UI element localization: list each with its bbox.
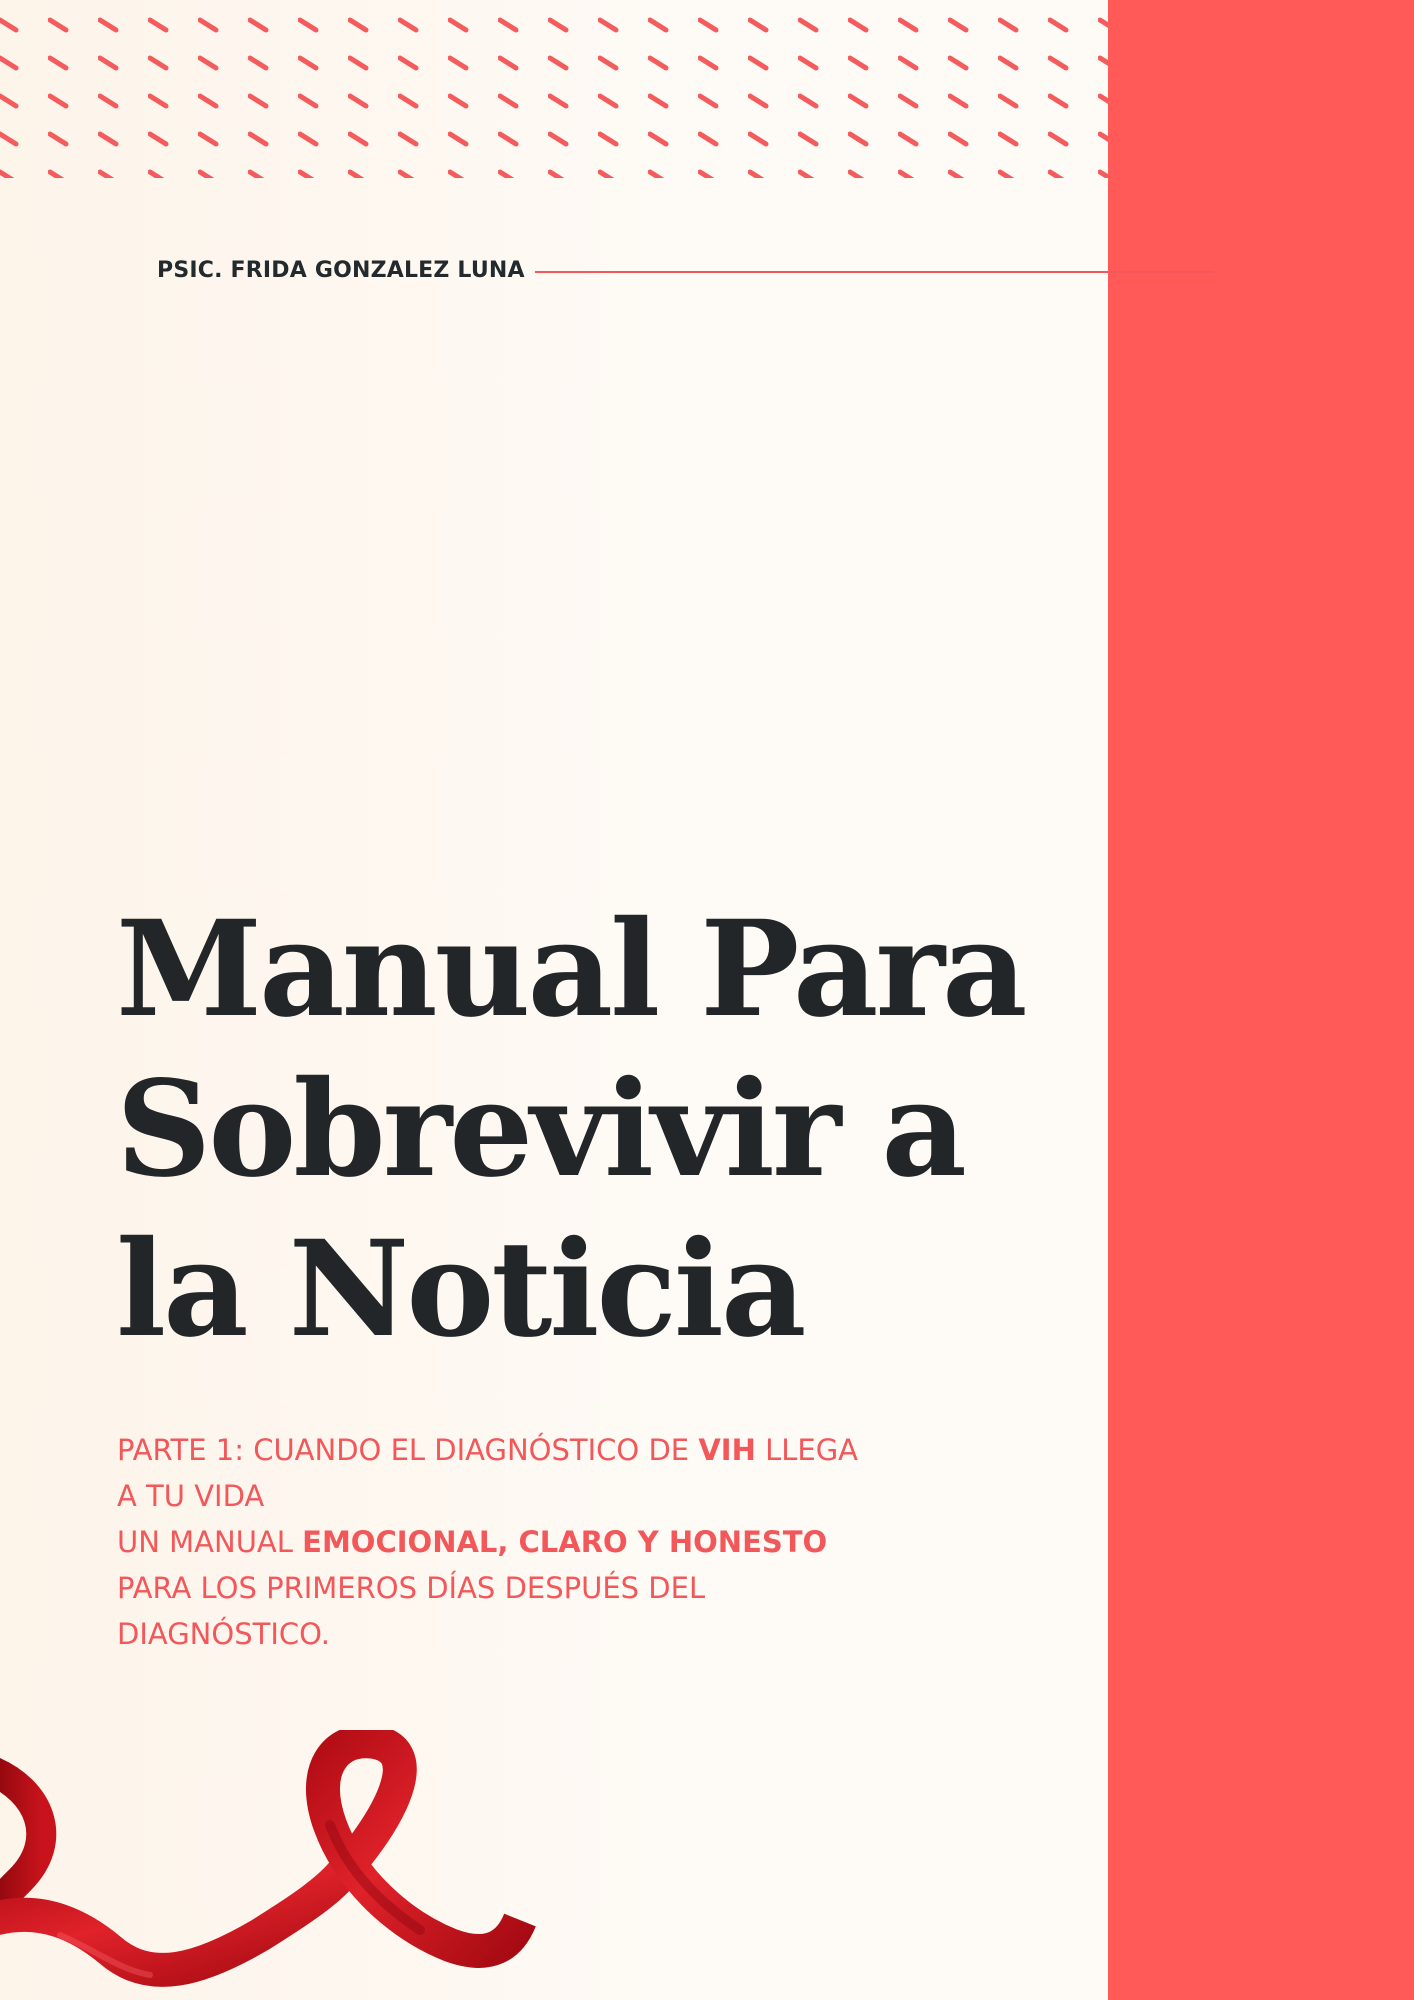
subtitle-line-2: A TU VIDA: [117, 1479, 265, 1513]
subtitle-line-4: PARA LOS PRIMEROS DÍAS DESPUÉS DEL: [117, 1571, 706, 1605]
coral-side-band: [1108, 0, 1414, 2000]
subtitle-line-1-start: PARTE 1: CUANDO EL DIAGNÓSTICO DE: [117, 1433, 699, 1467]
cover-subtitle: [117, 1427, 1017, 1657]
title-line-1: Manual Para: [116, 892, 1025, 1047]
cover-title: [116, 890, 1076, 1370]
subtitle-emphasis-vih: VIH: [698, 1433, 756, 1467]
title-line-2: Sobrevivir a: [116, 1052, 964, 1207]
awareness-ribbon-icon: [0, 1730, 560, 2000]
author-divider-line: [535, 271, 1214, 273]
subtitle-line-1-end: LLEGA: [755, 1433, 859, 1467]
dash-pattern: [0, 0, 1108, 178]
subtitle-line-1: [117, 1427, 1017, 1473]
author-row: [157, 256, 1057, 288]
subtitle-line-5: DIAGNÓSTICO.: [117, 1617, 330, 1651]
subtitle-line-3-start: UN MANUAL: [117, 1525, 303, 1559]
author-name: PSIC. FRIDA GONZALEZ LUNA: [157, 258, 525, 283]
title-line-3: la Noticia: [116, 1212, 804, 1367]
subtitle-line-3: [117, 1519, 1017, 1565]
subtitle-emphasis-manual: EMOCIONAL, CLARO Y HONESTO: [302, 1525, 828, 1559]
